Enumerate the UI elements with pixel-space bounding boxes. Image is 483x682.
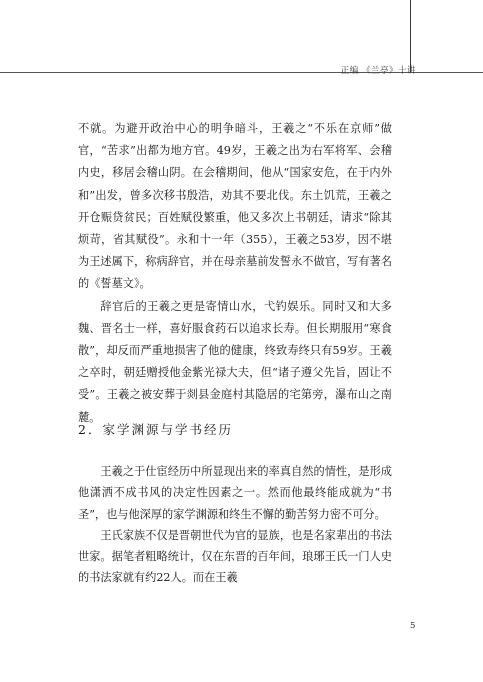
section-heading: 2．家学渊源与学书经历 <box>78 422 233 437</box>
page-number: 5 <box>410 621 416 631</box>
paragraph-3: 王羲之于仕宦经历中所显现出来的率真自然的情性，是形成他潇洒不成书风的决定性因素之一。然而他最终能成就为“书圣”，也与他深厚的家学渊源和终生不懈的勤苦努力密不可分。 <box>78 465 392 521</box>
header-vertical-rule <box>410 0 411 72</box>
body-text-top <box>78 118 392 429</box>
paragraph-1: 不就。为避开政治中心的明争暗斗，王羲之“不乐在京师”做官，“苦求”出都为地方官。49岁，王羲之出为右军将军、会稽内史，移居会稽山阴。在会稽期间，他从“国家安危，在于内外和”出发，曾多次移书殷浩，劝其不要北伐。东土饥荒，王羲之开仓赈贷贫民；百姓赋役繁重，他又多次上书朝廷，请求“除其烦苛，省其赋役”。永和十一年（355），王羲之53岁，因不堪为王述属下，称病辞官，并在母亲墓前发誓永不做官，写有著名的《誓墓文》。 <box>78 122 392 291</box>
running-head: 正编 《兰亭》十讲 <box>340 66 416 76</box>
paragraph-4: 王氏家族不仅是晋朝世代为官的显族，也是名家辈出的书法世家。据笔者粗略统计，仅在东晋的百年间，琅琊王氏一门人史的书法家就有约22人。而在王羲 <box>78 528 392 585</box>
paragraph-2: 辞官后的王羲之更是寄情山水，弋钓娱乐。同时又和大多魏、晋名士一样，喜好服食药石以追求长寿。但长期服用“寒食散”，却反而严重地损害了他的健康，终致寿终只有59岁。王羲之卒时，朝廷赠授他金紫光禄大夫，但“诸子遵父先旨，固让不受”。王羲之被安葬于剡县金庭村其隐居的宅第旁，瀑布山之南麓。 <box>78 299 392 424</box>
body-text-bottom <box>78 461 392 589</box>
